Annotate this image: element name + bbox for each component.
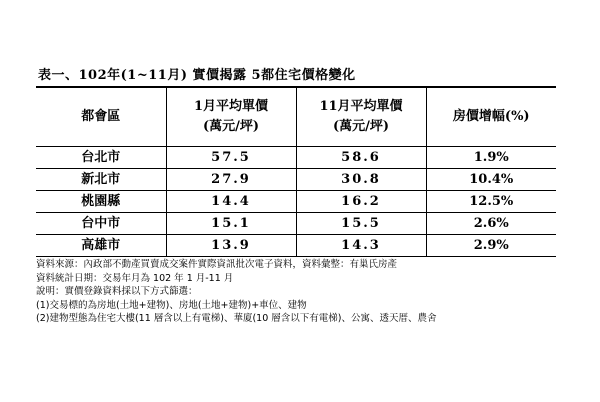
note-criteria-1: (1)交易標的為房地(土地+建物)、房地(土地+建物)+車位、建物 xyxy=(36,299,307,311)
cell-region: 台中市 xyxy=(36,213,166,235)
header-nov-line2: (萬元/坪) xyxy=(332,119,390,134)
cell-jan-price: 27.9 xyxy=(166,169,296,191)
cell-price-rise: 2.6% xyxy=(426,213,556,235)
header-jan-line2: (萬元/坪) xyxy=(202,119,260,134)
header-price-rise: 房價增幅(%) xyxy=(426,87,556,147)
cell-nov-price: 16.2 xyxy=(296,191,426,213)
cell-nov-price: 15.5 xyxy=(296,213,426,235)
note-source: 資料來源：內政部不動產買賣成交案件實際資訊批次電子資料，資料彙整：有巢氏房產 xyxy=(36,259,398,270)
cell-nov-price: 14.3 xyxy=(296,235,426,257)
note-description: 說明：實價登錄資料採以下方式篩選： xyxy=(36,286,198,298)
note-date-range: 資料統計日期：交易年月為 102 年 1 月-11 月 xyxy=(36,272,234,284)
table-row xyxy=(36,235,556,257)
note-criteria-2: (2)建物型態為住宅大樓(11 層含以上有電梯)、華廈(10 層含以下有電梯)、公寓、透天厝、農舍 xyxy=(36,313,437,325)
cell-price-rise: 2.9% xyxy=(426,235,556,257)
notes-block xyxy=(36,258,556,326)
header-region: 都會區 xyxy=(36,87,166,147)
header-jan-line1: 1月平均單價 xyxy=(193,99,269,114)
price-table xyxy=(36,86,556,257)
cell-jan-price: 14.4 xyxy=(166,191,296,213)
cell-price-rise: 10.4% xyxy=(426,169,556,191)
cell-jan-price: 15.1 xyxy=(166,213,296,235)
cell-jan-price: 13.9 xyxy=(166,235,296,257)
table-row xyxy=(36,191,556,213)
table-title: 表一、102年(1~11月) 實價揭露 5都住宅價格變化 xyxy=(38,68,356,83)
cell-jan-price: 57.5 xyxy=(166,147,296,169)
cell-nov-price: 30.8 xyxy=(296,169,426,191)
header-row xyxy=(36,87,556,147)
cell-nov-price: 58.6 xyxy=(296,147,426,169)
cell-region: 桃園縣 xyxy=(36,191,166,213)
table-row xyxy=(36,213,556,235)
cell-region: 新北市 xyxy=(36,169,166,191)
table-row xyxy=(36,147,556,169)
cell-price-rise: 1.9% xyxy=(426,147,556,169)
header-nov-line1: 11月平均單價 xyxy=(319,99,403,114)
cell-price-rise: 12.5% xyxy=(426,191,556,213)
table-row xyxy=(36,169,556,191)
document xyxy=(36,66,556,326)
header-nov-price xyxy=(296,87,426,147)
header-jan-price xyxy=(166,87,296,147)
cell-region: 高雄市 xyxy=(81,238,121,253)
cell-region: 台北市 xyxy=(36,147,166,169)
